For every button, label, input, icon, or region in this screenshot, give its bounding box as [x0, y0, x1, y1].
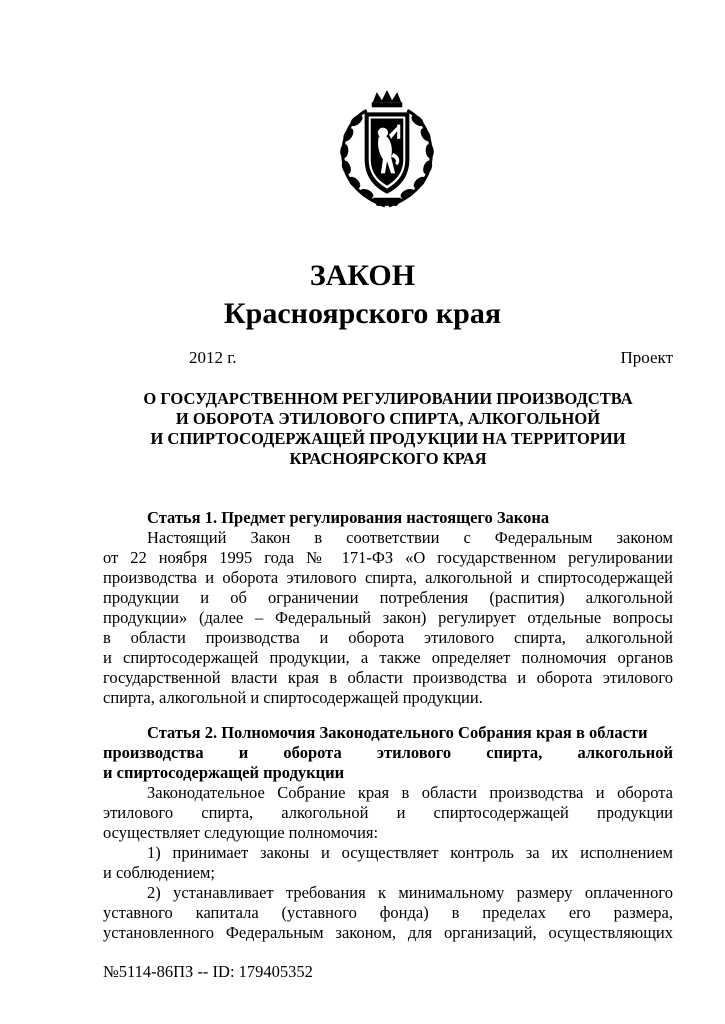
heading-line: О ГОСУДАРСТВЕННОМ РЕГУЛИРОВАНИИ ПРОИЗВОДСТВА [143, 389, 633, 408]
body-line: и спиртосодержащей продукции, а также определяет полномочия органов [103, 648, 673, 667]
coat-of-arms-icon [326, 88, 448, 210]
heading-line: И ОБОРОТА ЭТИЛОВОГО СПИРТА, АЛКОГОЛЬНОЙ [175, 409, 601, 428]
body-line: и соблюдением; [103, 863, 215, 882]
body-line: 1) принимает законы и осуществляет контроль за их исполнением [147, 843, 673, 862]
body-line: осуществляет следующие полномочия: [103, 823, 379, 842]
law-heading [103, 389, 673, 469]
article-1-title-line: Статья 1. Предмет регулирования настоящего Закона [147, 508, 550, 527]
draft-status: Проект [620, 348, 673, 367]
body-line: от 22 ноября 1995 года № 171-ФЗ «О государственном регулировании [103, 548, 673, 567]
body-line: в области производства и оборота этилового спирта, алкогольной [103, 628, 673, 647]
body-line: продукции и об ограничении потребления (распития) алкогольной [103, 588, 673, 607]
article-2-item-2 [103, 883, 673, 943]
article-2-title-line: Статья 2. Полномочия Законодательного Собрания края в области [147, 723, 648, 742]
body-line: спирта, алкогольной и спиртосодержащей продукции. [103, 688, 483, 707]
law-year: 2012 г. [189, 348, 237, 367]
article-2-title-line: и спиртосодержащей продукции [103, 763, 345, 782]
article-2-title-line: производства и оборота этилового спирта, алкогольной [103, 743, 673, 762]
article-2-item-1 [103, 843, 673, 883]
article-2-intro [103, 783, 673, 843]
body-line: уставного капитала (уставного фонда) в пределах его размера, [103, 903, 673, 922]
article-2-title [103, 723, 673, 783]
law-subtitle: Красноярского края [223, 297, 502, 330]
body-line: Законодательное Собрание края в области производства и оборота [147, 783, 673, 802]
heading-line: И СПИРТОСОДЕРЖАЩЕЙ ПРОДУКЦИИ НА ТЕРРИТОРИИ [150, 429, 626, 448]
body-line: продукции» (далее – Федеральный закон) регулирует отдельные вопросы [103, 608, 673, 627]
body-line: 2) устанавливает требования к минимальному размеру оплаченного [147, 883, 673, 902]
article-1-title [103, 508, 673, 528]
article-1-body [103, 528, 673, 708]
meta-row [189, 348, 673, 370]
body-line: установленного Федеральным законом, для организаций, осуществляющих [103, 923, 673, 942]
body-line: Настоящий Закон в соответствии с Федеральным законом [147, 528, 673, 547]
body-line: производства и оборота этилового спирта, алкогольной и спиртосодержащей [103, 568, 673, 587]
body-line: государственной власти края в области производства и оборота этилового [103, 668, 673, 687]
body-line: этилового спирта, алкогольной и спиртосодержащей продукции [103, 803, 673, 822]
law-title: ЗАКОН [309, 259, 416, 292]
document-id-footer: №5114-86ПЗ -- ID: 179405352 [103, 962, 313, 981]
heading-line: КРАСНОЯРСКОГО КРАЯ [289, 449, 487, 468]
